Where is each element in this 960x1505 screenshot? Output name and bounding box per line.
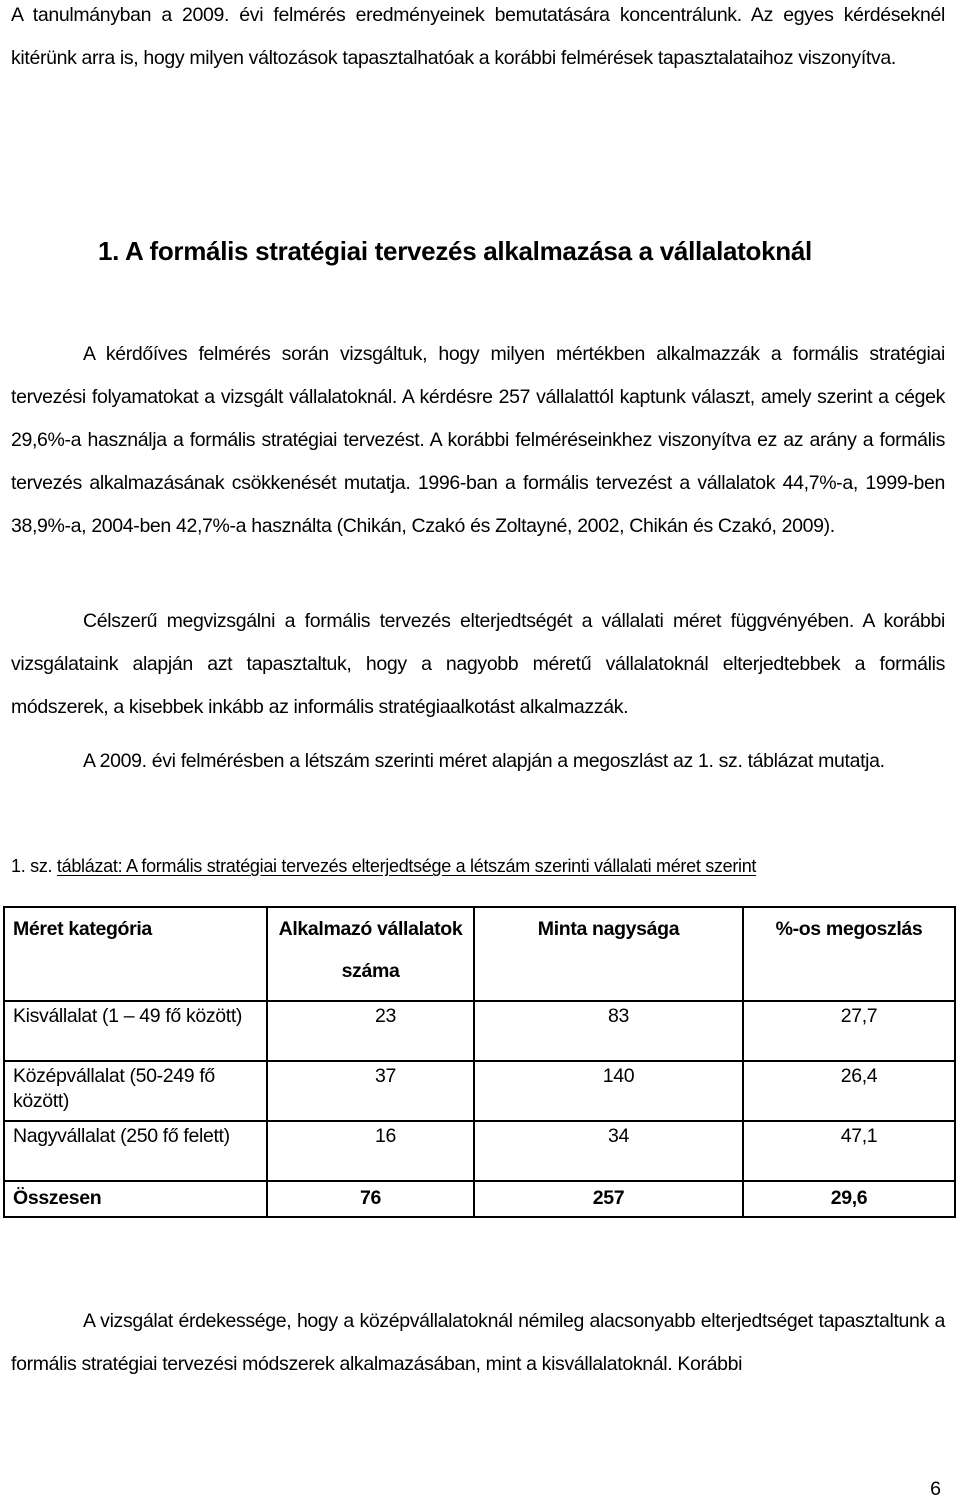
table-caption-number: 1. sz. [11,856,53,876]
row-applying: 23 [267,1001,474,1061]
table-caption-title: táblázat: A formális stratégiai tervezés elterjedtsége a létszám szerinti vállalati méret szerint [56,856,757,876]
table-row [4,1001,955,1061]
body-paragraph-1: A kérdőíves felmérés során vizsgáltuk, hogy milyen mértékben alkalmazzák a formális stratégiai tervezési folyamatokat a vizsgált vállalatoknál. A kérdésre 257 vállalattól kaptunk választ, amely szerint a cégek 29,6%-a használja a formális stratégiai tervezést. A korábbi felméréseinkhez viszonyítva ez az arány a formális tervezés alkalmazásának csökkenését mutatja. 1996-ban a formális tervezést a vállalatok 44,7%-a, 1999-ben 38,9%-a, 2004-ben 42,7%-a használta (Chikán, Czakó és Zoltayné, 2002, Chikán és Czakó, 2009). [11,343,945,537]
header-percent-distribution: %-os megoszlás [743,907,955,1001]
section-heading: 1. A formális stratégiai tervezés alkalmazása a vállalatoknál [98,236,812,266]
row-percent: 47,1 [743,1121,955,1181]
row-percent: 27,7 [743,1001,955,1061]
header-size-category: Méret kategória [4,907,267,1001]
total-applying: 76 [267,1181,474,1217]
total-sample: 257 [474,1181,743,1217]
header-applying-companies: Alkalmazó vállalatok száma [267,907,474,1001]
table-row [4,1121,955,1181]
table-total-row [4,1181,955,1217]
total-category: Összesen [4,1181,267,1217]
row-percent: 26,4 [743,1061,955,1121]
row-sample: 34 [474,1121,743,1181]
table-header-row [4,907,955,1001]
body-paragraph-2: Célszerű megvizsgálni a formális tervezés elterjedtségét a vállalati méret függvényében. A korábbi vizsgálataink alapján azt tapasztaltuk, hogy a nagyobb méretű vállalatoknál elterjedtebbek a formális módszerek, a kisebbek inkább az informális stratégiaalkotást alkalmazzák. [11,610,945,718]
table-row [4,1061,955,1121]
row-category: Középvállalat (50-249 fő között) [4,1061,267,1121]
row-sample: 140 [474,1061,743,1121]
table-caption [11,856,756,877]
header-sample-size: Minta nagysága [474,907,743,1001]
body-paragraph-3: A 2009. évi felmérésben a létszám szerinti méret alapján a megoszlást az 1. sz. táblázat mutatja. [83,750,885,772]
row-applying: 16 [267,1121,474,1181]
row-category: Nagyvállalat (250 fő felett) [4,1121,267,1181]
total-percent: 29,6 [743,1181,955,1217]
row-sample: 83 [474,1001,743,1061]
closing-paragraph: A vizsgálat érdekessége, hogy a középvállalatoknál némileg alacsonyabb elterjedtséget tapasztaltunk a formális stratégiai tervezési módszerek alkalmazásában, mint a kisvállalatoknál. Korábbi [11,1310,945,1375]
size-distribution-table [3,906,956,1218]
page-number: 6 [930,1478,941,1500]
row-category: Kisvállalat (1 – 49 fő között) [4,1001,267,1061]
row-applying: 37 [267,1061,474,1121]
intro-paragraph: A tanulmányban a 2009. évi felmérés eredményeinek bemutatására koncentrálunk. Az egyes kérdéseknél kitérünk arra is, hogy milyen változások tapasztalhatóak a korábbi felmérések tapasztalataihoz viszonyítva. [11,4,945,69]
